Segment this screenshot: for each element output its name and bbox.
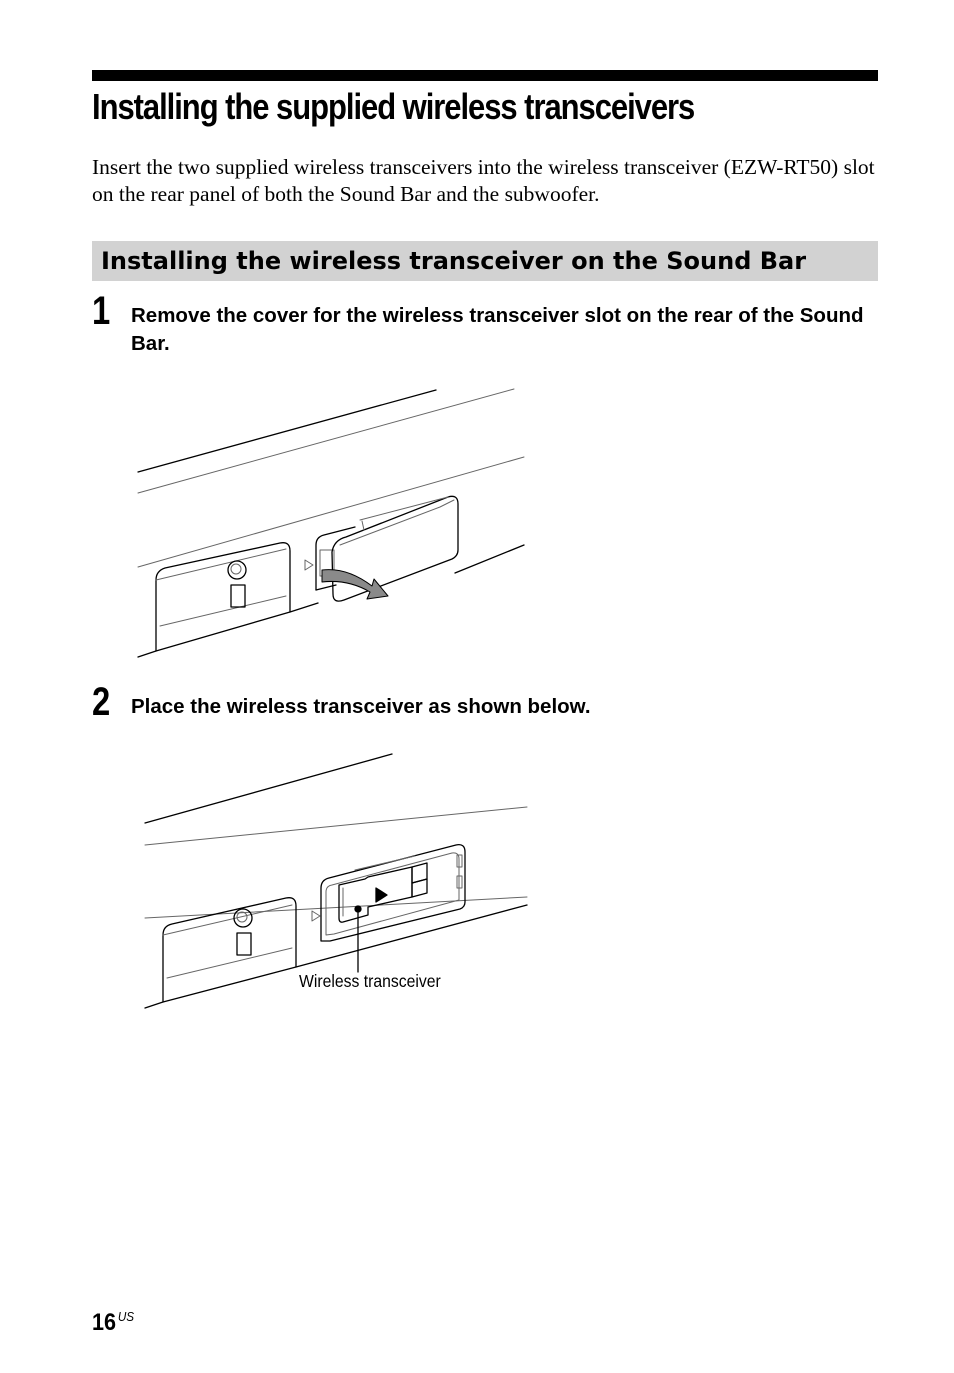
optical-port-icon (237, 933, 251, 955)
intro-paragraph: Insert the two supplied wireless transceivers into the wireless transceiver (EZW-RT50) slot on the rear panel of both the Sound Bar and the subwoofer. (92, 155, 875, 206)
slot-arrow-mark-icon (312, 911, 320, 921)
page-number: 16 $^{US}$ (92, 1309, 135, 1336)
wireless-transceiver-label: Wireless transceiver (299, 971, 441, 991)
step-1-text: Remove the cover for the wireless transceiver slot on the rear of the Sound Bar. (131, 304, 864, 355)
page-region-suffix: US (117, 1309, 135, 1324)
step-2-text: Place the wireless transceiver as shown below. (131, 695, 591, 718)
section-title: Installing the wireless transceiver on the Sound Bar (101, 247, 807, 275)
step-2-number: 2 (92, 680, 111, 724)
play-triangle-icon (376, 888, 387, 902)
step-1-number: 1 (92, 289, 111, 333)
page-title: Installing the supplied wireless transceivers (92, 86, 695, 127)
